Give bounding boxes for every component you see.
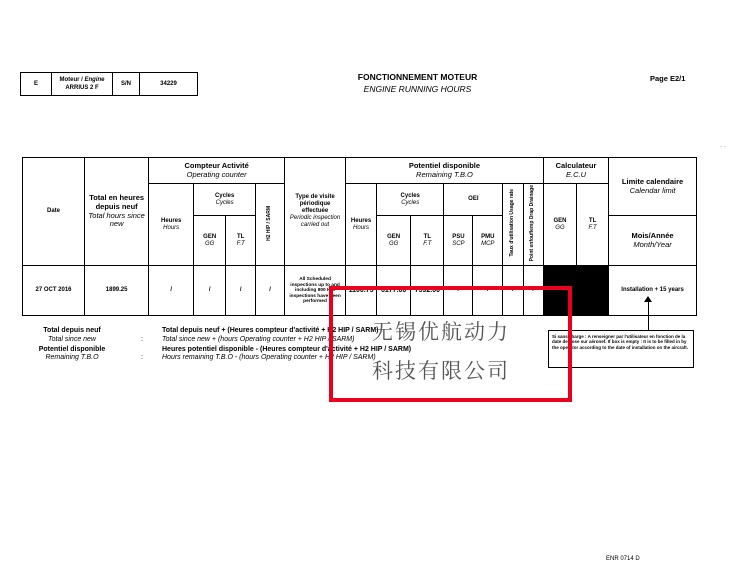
pointer-arrow-icon bbox=[644, 296, 652, 302]
counter-hours-header bbox=[149, 184, 194, 266]
row-date: 27 OCT 2016 bbox=[23, 266, 85, 316]
oei-header: OEI bbox=[444, 184, 503, 216]
row-pmu: / bbox=[473, 266, 503, 316]
note1-label-en: Total since new bbox=[48, 335, 96, 343]
sn-value: 34229 bbox=[160, 81, 177, 87]
note1-text-en: Total since new + (hours Operating counter + H2 HIP / SARM) bbox=[162, 335, 355, 343]
psu-fr: PSU bbox=[452, 233, 465, 240]
total-hours-en: Total hours since new bbox=[88, 210, 145, 229]
note1-text-fr: Total depuis neuf + (Heures compteur d'activité + H2 HIP / SARM) bbox=[162, 327, 379, 334]
potential-cycles-header bbox=[377, 184, 444, 216]
row-psu: / bbox=[444, 266, 473, 316]
counter-en: Operating counter bbox=[186, 169, 247, 179]
h2-label: H2 HIP / SARM bbox=[266, 205, 273, 241]
visit-header bbox=[285, 158, 346, 266]
row-counter-tl: / bbox=[226, 266, 256, 316]
counter-tl-header bbox=[226, 216, 256, 266]
note2-text-en: Hours remaining T.B.O - (hours Operating counter + H2 HIP / SARM) bbox=[162, 354, 376, 362]
row-counter-gen: / bbox=[194, 266, 226, 316]
calendar-en: Calendar limit bbox=[629, 185, 676, 195]
pmu-header bbox=[473, 216, 503, 266]
calendar-fr: Limite calendaire bbox=[621, 176, 684, 186]
counter-fr: Compteur Activité bbox=[184, 160, 249, 170]
ecu-tl-fr: TL bbox=[588, 217, 597, 224]
counter-cycles-en: Cycles bbox=[215, 199, 234, 206]
counter-tl-fr: TL bbox=[237, 233, 245, 240]
counter-cycles-header bbox=[194, 184, 256, 216]
potential-cycles-en: Cycles bbox=[401, 199, 420, 206]
ecu-header bbox=[543, 158, 608, 184]
total-hours-fr: Total en heures depuis neuf bbox=[89, 193, 145, 212]
potential-header bbox=[346, 158, 544, 184]
total-hours-header bbox=[85, 158, 149, 266]
engine-id-box bbox=[20, 72, 198, 96]
page-title bbox=[300, 72, 535, 94]
counter-hours-fr: Heures bbox=[161, 217, 182, 224]
row-visit: All Scheduled inspections up to and including 800 Hrs inspections have been performed bbox=[285, 266, 346, 316]
row-total: 1899.25 bbox=[85, 266, 149, 316]
row-calendar: Installation + 15 years bbox=[609, 266, 697, 316]
counter-gen-fr: GEN bbox=[203, 233, 217, 240]
potential-gen-en: GG bbox=[388, 240, 399, 247]
title-fr: FONCTIONNEMENT MOTEUR bbox=[357, 72, 478, 82]
visit-en: Periodic inspection carried out bbox=[289, 215, 341, 228]
usage-rate-label: Taux d'utilisation Usage rate bbox=[509, 189, 516, 257]
month-fr: Mois/Année bbox=[631, 231, 674, 241]
watermark-line-1: 无锡优航动力 bbox=[372, 320, 510, 344]
counter-h2-header bbox=[256, 184, 285, 266]
row-ecu-tl-blackout bbox=[577, 266, 609, 316]
counter-tl-en: F.T bbox=[236, 240, 245, 247]
potential-hours-header bbox=[346, 184, 377, 266]
sn-label: S/N bbox=[113, 73, 140, 95]
engine-cell: Moteur / Engine ARRIUS 2 F bbox=[52, 73, 113, 95]
note2-label-en: Remaining T.B.O bbox=[45, 354, 99, 362]
potential-hours-fr: Heures bbox=[350, 217, 372, 224]
note2-label-fr: Potentiel disponible bbox=[38, 345, 106, 353]
visit-fr: Type de visite périodique effectuée bbox=[295, 194, 335, 215]
note1-label-fr: Total depuis neuf bbox=[43, 327, 101, 334]
ecu-tl-header bbox=[577, 184, 609, 266]
ecu-tl-en: F.T bbox=[588, 224, 597, 231]
month-en: Month/Year bbox=[633, 239, 672, 249]
psu-en: SCP bbox=[452, 240, 465, 247]
title-en: ENGINE RUNNING HOURS bbox=[363, 84, 472, 94]
potential-cycles-fr: Cycles bbox=[400, 192, 420, 199]
counter-gen-header bbox=[194, 216, 226, 266]
row-potential-tl: 7592.00 bbox=[411, 266, 444, 316]
calendar-note-box: Si sans charge : A renseigner par l'utilisateur en fonction de la date de pose sur aéronef. If box is empty : It is to be filled in by the operator according to the date of installation on the aircraft. bbox=[548, 330, 694, 368]
pmu-en: MCP bbox=[481, 240, 495, 247]
psu-header bbox=[444, 216, 473, 266]
ecu-gen-header bbox=[543, 184, 576, 266]
month-year-header bbox=[609, 216, 697, 266]
fixed-point-header bbox=[523, 184, 543, 266]
counter-hours-en: Hours bbox=[163, 224, 180, 231]
note2-text-fr: Heures potentiel disponible - (Heures compteur d'activité + H2 HIP / SARM) bbox=[162, 345, 412, 353]
row-potential-hours: 1100.75 bbox=[346, 266, 377, 316]
watermark-line-2: 科技有限公司 bbox=[372, 359, 510, 383]
engine-label-fr: Moteur bbox=[59, 77, 80, 83]
potential-gen-header bbox=[377, 216, 411, 266]
row-potential-gen: 6177.00 bbox=[377, 266, 411, 316]
engine-label-en: Engine bbox=[84, 77, 105, 83]
engine-model: ARRIUS 2 F bbox=[65, 85, 99, 91]
potential-gen-fr: GEN bbox=[387, 233, 401, 240]
form-reference: ENR 0714 D bbox=[606, 556, 640, 562]
potential-tl-fr: TL bbox=[423, 233, 432, 240]
row-counter-h2: / bbox=[256, 266, 285, 316]
counter-cycles-fr: Cycles bbox=[214, 192, 235, 199]
scan-mark: ‐ ‐ bbox=[720, 144, 726, 150]
counter-gen-en: GG bbox=[205, 240, 215, 247]
counter-header bbox=[149, 158, 285, 184]
note2-colon: : bbox=[141, 354, 143, 362]
row-usage-rate: / bbox=[503, 266, 523, 316]
e-cell: E bbox=[21, 73, 52, 95]
calendar-header bbox=[609, 158, 697, 216]
page-number: Page E2/1 bbox=[650, 74, 686, 83]
date-header: Date bbox=[23, 158, 85, 266]
potential-tl-header bbox=[411, 216, 444, 266]
ecu-gen-en: GG bbox=[555, 224, 565, 231]
note1-colon: : bbox=[141, 335, 143, 343]
ecu-en: E.C.U bbox=[566, 169, 587, 179]
usage-rate-header bbox=[503, 184, 523, 266]
ecu-gen-fr: GEN bbox=[553, 217, 567, 224]
row-fixed-point: / bbox=[523, 266, 543, 316]
ecu-fr: Calculateur bbox=[555, 160, 597, 170]
row-counter-hours: / bbox=[149, 266, 194, 316]
potential-fr: Potentiel disponible bbox=[408, 160, 481, 170]
potential-tl-en: F.T bbox=[423, 240, 432, 247]
pmu-fr: PMU bbox=[481, 233, 495, 240]
potential-en: Remaining T.B.O bbox=[416, 169, 473, 179]
fixed-point-label: Point enfouflemp Drap Drainage bbox=[529, 185, 536, 262]
potential-hours-en: Hours bbox=[353, 224, 370, 231]
pointer-line bbox=[648, 298, 649, 330]
